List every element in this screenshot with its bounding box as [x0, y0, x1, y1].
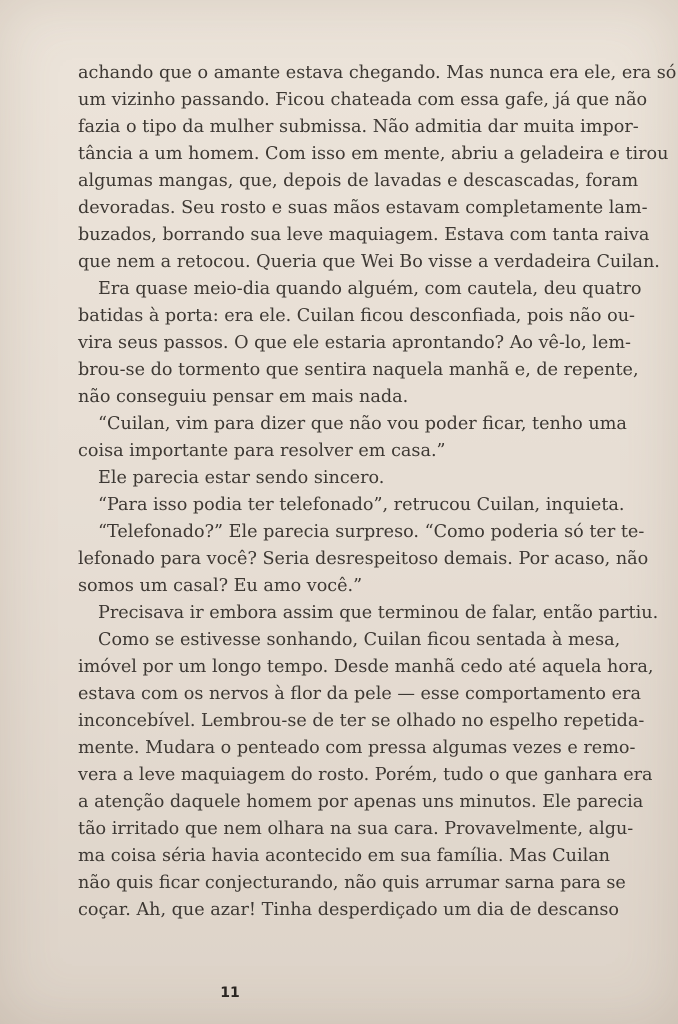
text-line: estava com os nervos à flor da pele — esse comportamento era — [78, 684, 641, 704]
text-line: vera a leve maquiagem do rosto. Porém, tudo o que ganhara era — [78, 765, 653, 785]
text-line: somos um casal? Eu amo você.” — [78, 576, 363, 596]
text-line: coisa importante para resolver em casa.” — [78, 441, 446, 461]
text-line: Era quase meio-dia quando alguém, com cautela, deu quatro — [98, 279, 642, 299]
text-line: “Para isso podia ter telefonado”, retrucou Cuilan, inquieta. — [98, 495, 625, 515]
text-line: brou-se do tormento que sentira naquela manhã e, de repente, — [78, 360, 639, 380]
text-line: não conseguiu pensar em mais nada. — [78, 387, 409, 407]
text-line: coçar. Ah, que azar! Tinha desperdiçado um dia de descanso — [78, 900, 620, 920]
text-line: Precisava ir embora assim que terminou de falar, então partiu. — [98, 603, 659, 623]
text-line: mente. Mudara o penteado com pressa algumas vezes e remo- — [78, 738, 636, 758]
text-line: Como se estivesse sonhando, Cuilan ficou sentada à mesa, — [98, 630, 621, 650]
text-line: buzados, borrando sua leve maquiagem. Estava com tanta raiva — [78, 225, 650, 245]
text-line: “Cuilan, vim para dizer que não vou poder ficar, tenho uma — [98, 414, 627, 434]
text-line: imóvel por um longo tempo. Desde manhã cedo até aquela hora, — [78, 657, 654, 677]
page-number: 11 — [220, 985, 240, 1001]
text-line: batidas à porta: era ele. Cuilan ficou desconfiada, pois não ou- — [78, 306, 635, 326]
text-line: ma coisa séria havia acontecido em sua família. Mas Cuilan — [78, 846, 611, 866]
text-line: fazia o tipo da mulher submissa. Não admitia dar muita impor- — [78, 117, 639, 137]
text-line: “Telefonado?” Ele parecia surpreso. “Como poderia só ter te- — [98, 522, 645, 542]
text-line: Ele parecia estar sendo sincero. — [98, 468, 385, 488]
text-line: achando que o amante estava chegando. Mas nunca era ele, era só — [78, 63, 677, 83]
text-line: inconcebível. Lembrou-se de ter se olhado no espelho repetida- — [78, 711, 645, 731]
text-line: algumas mangas, que, depois de lavadas e descascadas, foram — [78, 171, 639, 191]
text-line: tância a um homem. Com isso em mente, abriu a geladeira e tirou — [78, 144, 669, 164]
text-line: não quis ficar conjecturando, não quis arrumar sarna para se — [78, 873, 626, 893]
text-line: lefonado para você? Seria desrespeitoso demais. Por acaso, não — [78, 549, 649, 569]
text-line: um vizinho passando. Ficou chateada com essa gafe, já que não — [78, 90, 648, 110]
text-line: que nem a retocou. Queria que Wei Bo visse a verdadeira Cuilan. — [78, 252, 660, 272]
text-line: devoradas. Seu rosto e suas mãos estavam completamente lam- — [78, 198, 648, 218]
text-line: a atenção daquele homem por apenas uns minutos. Ele parecia — [78, 792, 644, 812]
text-line: vira seus passos. O que ele estaria aprontando? Ao vê-lo, lem- — [78, 333, 631, 353]
text-line: tão irritado que nem olhara na sua cara. Provavelmente, algu- — [78, 819, 634, 839]
